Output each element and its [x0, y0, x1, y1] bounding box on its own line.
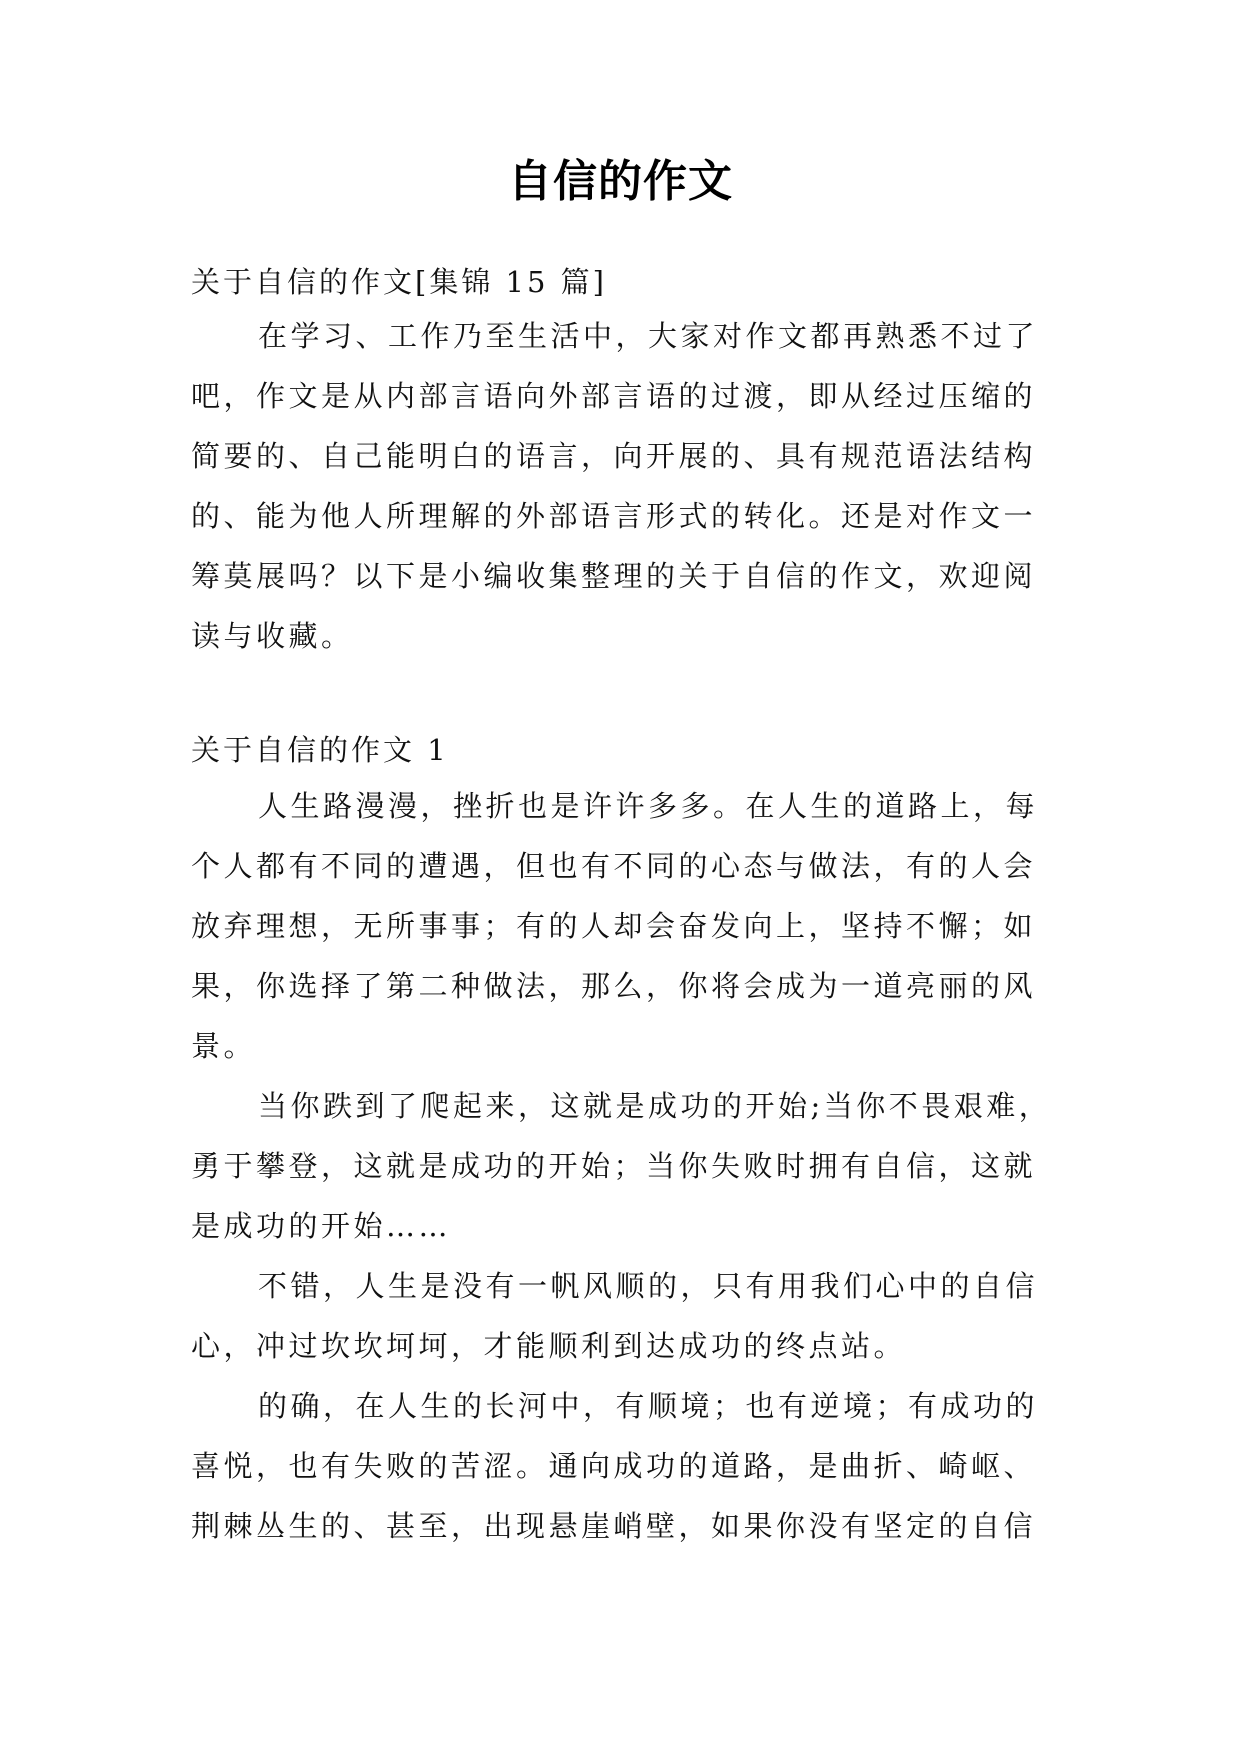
- text-line: 读与收藏。: [191, 619, 354, 653]
- text-line: 筹莫展吗？以下是小编收集整理的关于自信的作文，欢迎阅: [191, 559, 1037, 593]
- text-line: 是成功的开始……: [191, 1209, 452, 1243]
- text-line: 在学习、工作乃至生活中，大家对作文都再熟悉不过了: [258, 319, 1039, 353]
- document-subtitle: 关于自信的作文[集锦 15 篇]: [191, 265, 607, 299]
- paragraph-3: [191, 1256, 1063, 1376]
- text-line: 不错，人生是没有一帆风顺的，只有用我们心中的自信: [258, 1269, 1039, 1303]
- text-line: 放弃理想，无所事事；有的人却会奋发向上，坚持不懈；如: [191, 909, 1037, 943]
- paragraph-2: [191, 1076, 1063, 1256]
- paragraph-1: [191, 776, 1063, 1076]
- text-line: 果，你选择了第二种做法，那么，你将会成为一道亮丽的风: [191, 969, 1037, 1003]
- text-line: 心，冲过坎坎坷坷，才能顺利到达成功的终点站。: [191, 1329, 907, 1363]
- text-line: 的确，在人生的长河中，有顺境；也有逆境；有成功的: [258, 1389, 1039, 1423]
- section-heading: 关于自信的作文 1: [191, 733, 449, 767]
- paragraph-4: [191, 1376, 1063, 1556]
- text-line: 当你跌到了爬起来，这就是成功的开始;当你不畏艰难，: [258, 1089, 1052, 1123]
- text-line: 荆棘丛生的、甚至，出现悬崖峭壁，如果你没有坚定的自信: [191, 1509, 1037, 1543]
- text-line: 简要的、自己能明白的语言，向开展的、具有规范语法结构: [191, 439, 1037, 473]
- text-line: 喜悦，也有失败的苦涩。通向成功的道路，是曲折、崎岖、: [191, 1449, 1037, 1483]
- text-line: 个人都有不同的遭遇，但也有不同的心态与做法，有的人会: [191, 849, 1037, 883]
- intro-paragraph: [191, 306, 1063, 666]
- text-line: 人生路漫漫，挫折也是许许多多。在人生的道路上，每: [258, 789, 1039, 823]
- text-line: 勇于攀登，这就是成功的开始；当你失败时拥有自信，这就: [191, 1149, 1037, 1183]
- text-line: 的、能为他人所理解的外部语言形式的转化。还是对作文一: [191, 499, 1037, 533]
- text-line: 景。: [191, 1029, 257, 1063]
- document-title: 自信的作文: [508, 156, 733, 207]
- text-line: 吧，作文是从内部言语向外部言语的过渡，即从经过压缩的: [191, 379, 1037, 413]
